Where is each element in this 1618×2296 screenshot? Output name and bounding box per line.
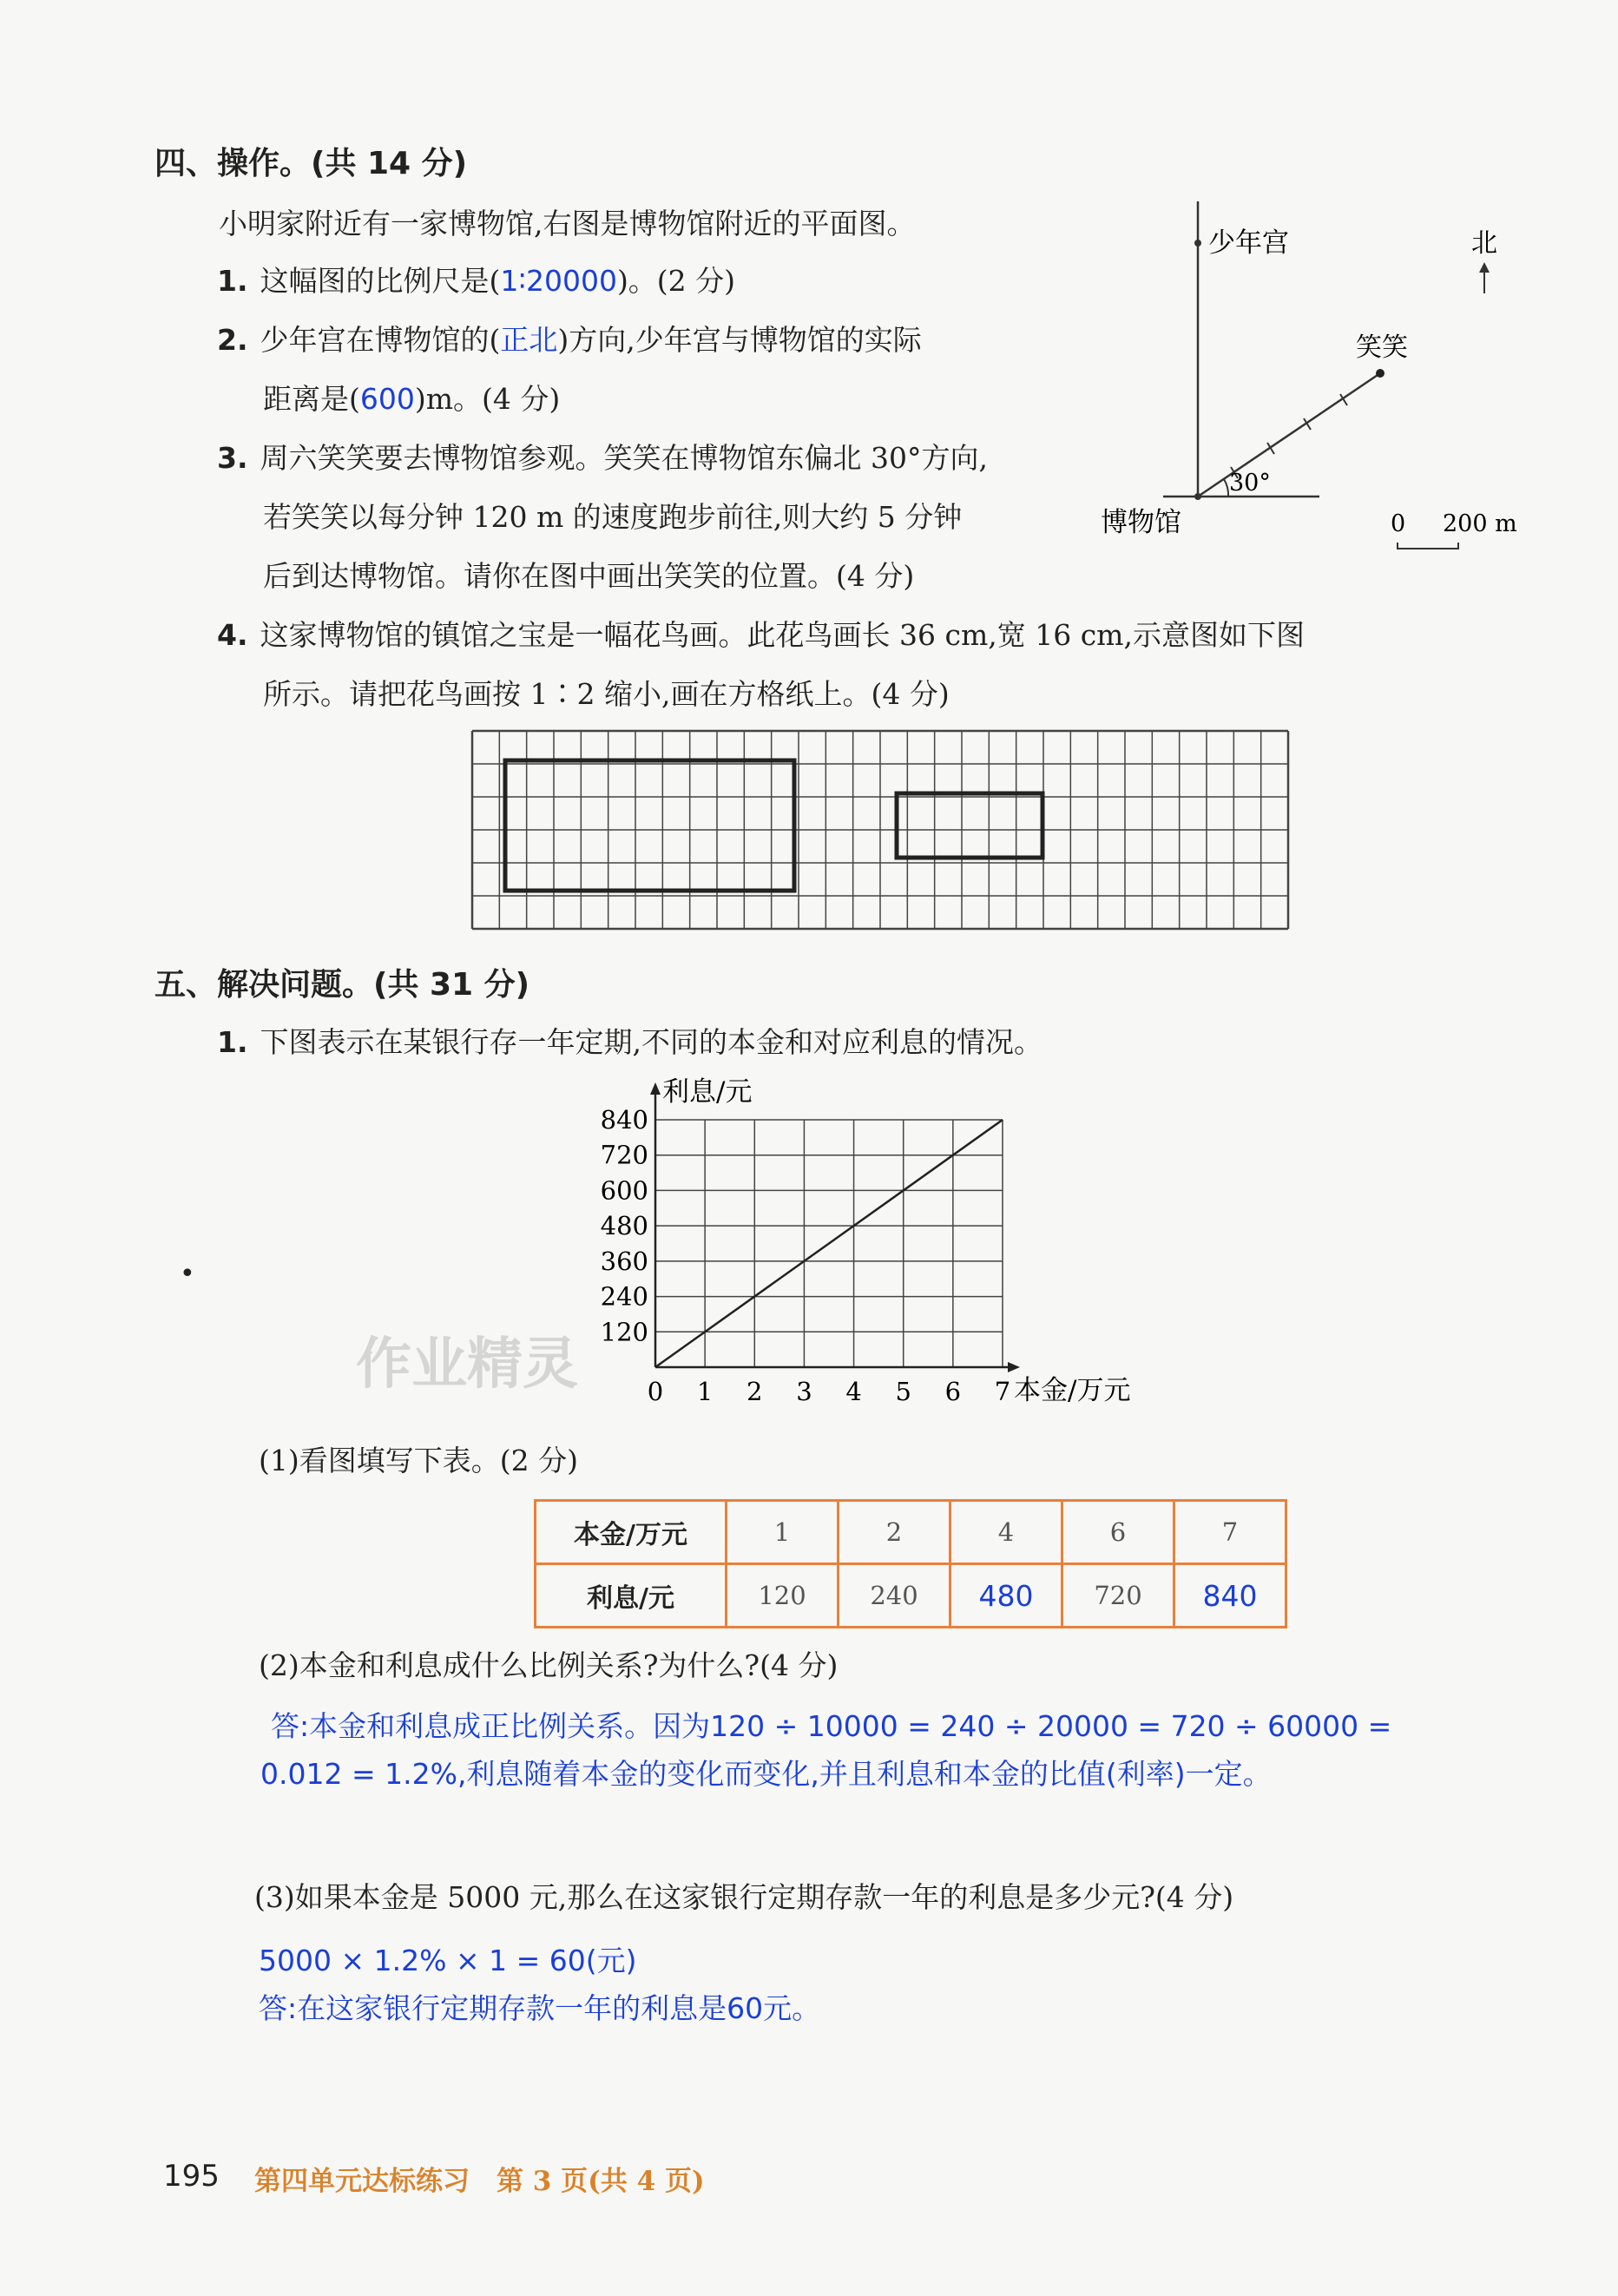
chart-x-arrow-icon [1008,1362,1020,1372]
xiaoxiao-dot [1376,369,1385,378]
q1-post: )。(2 分) [616,264,736,298]
table-cell: 6 [1062,1501,1174,1564]
watermark: 作业精灵 [356,1332,578,1397]
s5-q1-number: 1. [217,1025,248,1059]
chart-series-line [655,1120,1003,1367]
table-row-principal [536,1501,1286,1564]
q1-pre: 这幅图的比例尺是( [260,264,501,298]
chart-y-tick-label: 720 [600,1140,648,1170]
q2-pre2: 距离是( [263,382,360,416]
part3-answer-line1: 5000 × 1.2% × 1 = 60(元) [259,1944,637,1977]
part3-answer-line2: 答:在这家银行定期存款一年的利息是60元。 [259,1991,821,2025]
table-header-interest: 利息/元 [536,1564,727,1628]
xiaoxiao-label: 笑笑 [1356,332,1408,363]
grid-paper [469,727,1293,936]
q2-answer1: 正北 [500,323,558,357]
chart-y-arrow-icon [650,1082,661,1095]
chart-y-tick-label: 600 [600,1175,648,1206]
museum-map [1076,191,1562,573]
s5-q1-text: 下图表示在某银行存一年定期,不同的本金和对应利息的情况。 [260,1025,1042,1059]
q3-number: 3. [217,441,248,475]
table-cell: 7 [1174,1501,1286,1564]
q4-line2: 所示。请把花鸟画按 1∶2 缩小,画在方格纸上。(4 分) [263,677,950,711]
q2-mid: )方向,少年宫与博物馆的实际 [557,323,922,357]
chart-y-axis-label: 利息/元 [662,1076,753,1108]
q2-line2 [263,377,560,418]
chart-x-tick-label: 6 [944,1377,962,1406]
table-cell: 720 [1062,1564,1174,1628]
q1-number: 1. [217,264,248,298]
table-cell: 4 [950,1501,1062,1564]
north-arrowhead-icon [1479,262,1490,273]
section4-intro: 小明家附近有一家博物馆,右图是博物馆附近的平面图。 [219,207,916,240]
q4-text1: 这家博物馆的镇馆之宝是一幅花鸟画。此花鸟画长 36 cm,宽 16 cm,示意图如下图 [260,618,1305,652]
part1-prompt: (1)看图填写下表。(2 分) [259,1444,578,1477]
section5-title: 五、解决问题。(共 31 分) [155,967,530,1003]
chart-axes [650,1082,1020,1372]
q4-number: 4. [217,618,248,652]
chart-x-tick-label: 2 [747,1377,763,1406]
chart-x-tick-label: 5 [895,1377,911,1406]
chart-y-tick-label: 240 [600,1281,648,1312]
chart-x-tick-label: 4 [845,1377,862,1406]
chart-y-tick-labels [601,1105,648,1346]
s5-q1-line [217,1020,1042,1061]
chart-x-axis-label: 本金/万元 [1014,1375,1131,1406]
q2-answer2: 600 [359,382,415,416]
table-cell-answer: 840 [1174,1564,1286,1628]
table-cell: 120 [727,1564,839,1628]
part2-prompt: (2)本金和利息成什么比例关系?为什么?(4 分) [259,1648,839,1682]
youth-palace-label: 少年宫 [1208,227,1289,259]
table-cell: 240 [839,1564,950,1628]
museum-dot [1194,493,1201,500]
q1-answer: 1∶20000 [500,264,617,298]
q4-line1 [217,613,1305,654]
interest-table [534,1499,1287,1628]
painting-rectangle-reduced [897,793,1042,858]
table-cell-answer: 480 [950,1564,1062,1628]
painting-rectangle-original [505,760,794,891]
chart-y-tick-label: 480 [600,1211,648,1241]
xiaoxiao-direction-line [1198,373,1380,497]
scale-distance-label: 200 m [1443,510,1517,537]
north-label: 北 [1471,228,1497,259]
q2-number: 2. [217,323,248,357]
footer-title: 第四单元达标练习 第 3 页(共 4 页) [254,2166,705,2197]
chart-y-tick-label: 840 [600,1105,648,1135]
chart-y-tick-label: 120 [600,1317,648,1347]
table-header-principal: 本金/万元 [536,1501,727,1564]
q2-pre: 少年宫在博物馆的( [260,323,501,357]
table-cell: 2 [839,1501,950,1564]
interest-chart [556,1072,1181,1419]
scale-bar [1398,543,1458,549]
stray-dot: • [180,1259,195,1289]
part2-answer-line1: 答:本金和利息成正比例关系。因为120 ÷ 10000 = 240 ÷ 20000 = 720 ÷ 60000 = [271,1709,1392,1743]
q3-text1: 周六笑笑要去博物馆参观。笑笑在博物馆东偏北 30°方向, [260,441,988,475]
table-cell: 1 [727,1501,839,1564]
q2-post2: )m。(4 分) [414,382,561,416]
chart-y-tick-label: 360 [600,1246,648,1276]
chart-x-tick-label: 7 [994,1377,1011,1406]
q2-line1 [217,318,922,359]
angle-arc [1224,479,1228,497]
chart-x-tick-label: 3 [796,1377,812,1406]
scale-zero-label: 0 [1391,510,1406,537]
q3-line2: 若笑笑以每分钟 120 m 的速度跑步前往,则大约 5 分钟 [263,500,963,534]
page-number: 195 [163,2159,220,2194]
chart-x-tick-labels [648,1377,1010,1406]
museum-label: 博物馆 [1101,507,1181,538]
q1-line [217,259,735,299]
chart-x-tick-label: 0 [647,1377,664,1406]
q3-line1 [217,436,988,477]
section4-title: 四、操作。(共 14 分) [155,146,468,181]
part2-answer-line2: 0.012 = 1.2%,利息随着本金的变化而变化,并且利息和本金的比值(利率)一定。 [260,1757,1272,1791]
q3-line3: 后到达博物馆。请你在图中画出笑笑的位置。(4 分) [263,559,915,593]
part3-prompt: (3)如果本金是 5000 元,那么在这家银行定期存款一年的利息是多少元?(4 分) [254,1880,1234,1914]
youth-palace-dot [1194,240,1201,247]
angle-label: 30° [1229,470,1271,497]
table-row-interest [536,1564,1286,1628]
chart-x-tick-label: 1 [696,1377,714,1406]
